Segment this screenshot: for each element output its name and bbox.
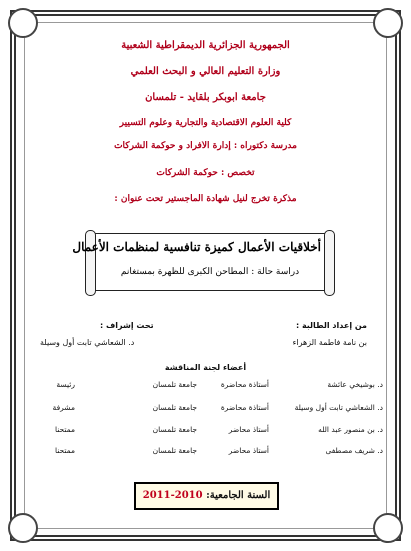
member-rank: أستاذ محاضر (228, 425, 269, 434)
thesis-title-scroll (72, 233, 328, 291)
supervisor-name: د. الشعاشي تابت أول وسيلة (40, 338, 135, 347)
member-name: د. بوشيخي عائشة (327, 380, 383, 389)
header-specialty: تخصص : حوكمة الشركات (156, 168, 255, 178)
member-role: مشرفة (52, 403, 75, 412)
member-institution: جامعة تلمسان (152, 403, 197, 412)
academic-year-box (134, 482, 279, 510)
corner-ornament-icon (8, 8, 38, 38)
academic-year-value: 2010-2011 (142, 490, 203, 501)
member-rank: أستاذ محاضر (228, 446, 269, 455)
prepared-by-label: من إعداد الطالبة : (295, 321, 367, 330)
committee-row (24, 380, 387, 392)
corner-ornament-icon (8, 513, 38, 543)
member-institution: جامعة تلمسان (152, 380, 197, 389)
corner-ornament-icon (373, 513, 403, 543)
member-role: ممتحنا (54, 425, 75, 434)
member-role: ممتحنا (54, 446, 75, 455)
member-role: رئيسة (56, 380, 75, 389)
member-name: د. شريف مصطفى (325, 446, 383, 455)
committee-row (24, 425, 387, 437)
academic-year-label: السنة الجامعية: (206, 490, 271, 501)
member-institution: جامعة تلمسان (152, 446, 197, 455)
header-doctoral-school: مدرسة دكتوراه : إدارة الأفراد و حوكمة الشركات (114, 141, 297, 151)
member-name: د. بن منصور عبد الله (318, 425, 383, 434)
header-thesis-intro: مذكرة تخرج لنيل شهادة الماجستير تحت عنوان : (114, 194, 297, 204)
member-rank: أستاذة محاضرة (220, 403, 269, 412)
student-name: بن نامة فاطمة الزهراء (292, 338, 367, 347)
member-rank: أستاذة محاضرة (220, 380, 269, 389)
member-name: د. الشعاشي تابت أول وسيلة (294, 403, 383, 412)
member-institution: جامعة تلمسان (152, 425, 197, 434)
supervisor-label: تحت إشراف : (100, 321, 154, 330)
committee-row (24, 446, 387, 458)
committee-row (24, 403, 387, 415)
header-university: جامعة أبوبكر بلقايد - تلمسان (145, 92, 266, 103)
header-republic: الجمهورية الجزائرية الديمقراطية الشعبية (121, 40, 290, 51)
header-ministry: وزارة التعليم العالي و البحث العلمي (130, 66, 281, 77)
corner-ornament-icon (373, 8, 403, 38)
committee-title: أعضاء لجنة المناقشة (164, 363, 247, 372)
thesis-title: أخلاقيات الأعمال كميزة تنافسية لمنظمات الأعمال (72, 240, 321, 254)
thesis-subtitle: دراسة حالة : المطاحن الكبرى للظهرة بمستغانم (120, 267, 300, 277)
header-faculty: كلية العلوم الاقتصادية والتجارية وعلوم التسيير (119, 118, 292, 128)
scroll-roll-icon (324, 230, 335, 296)
